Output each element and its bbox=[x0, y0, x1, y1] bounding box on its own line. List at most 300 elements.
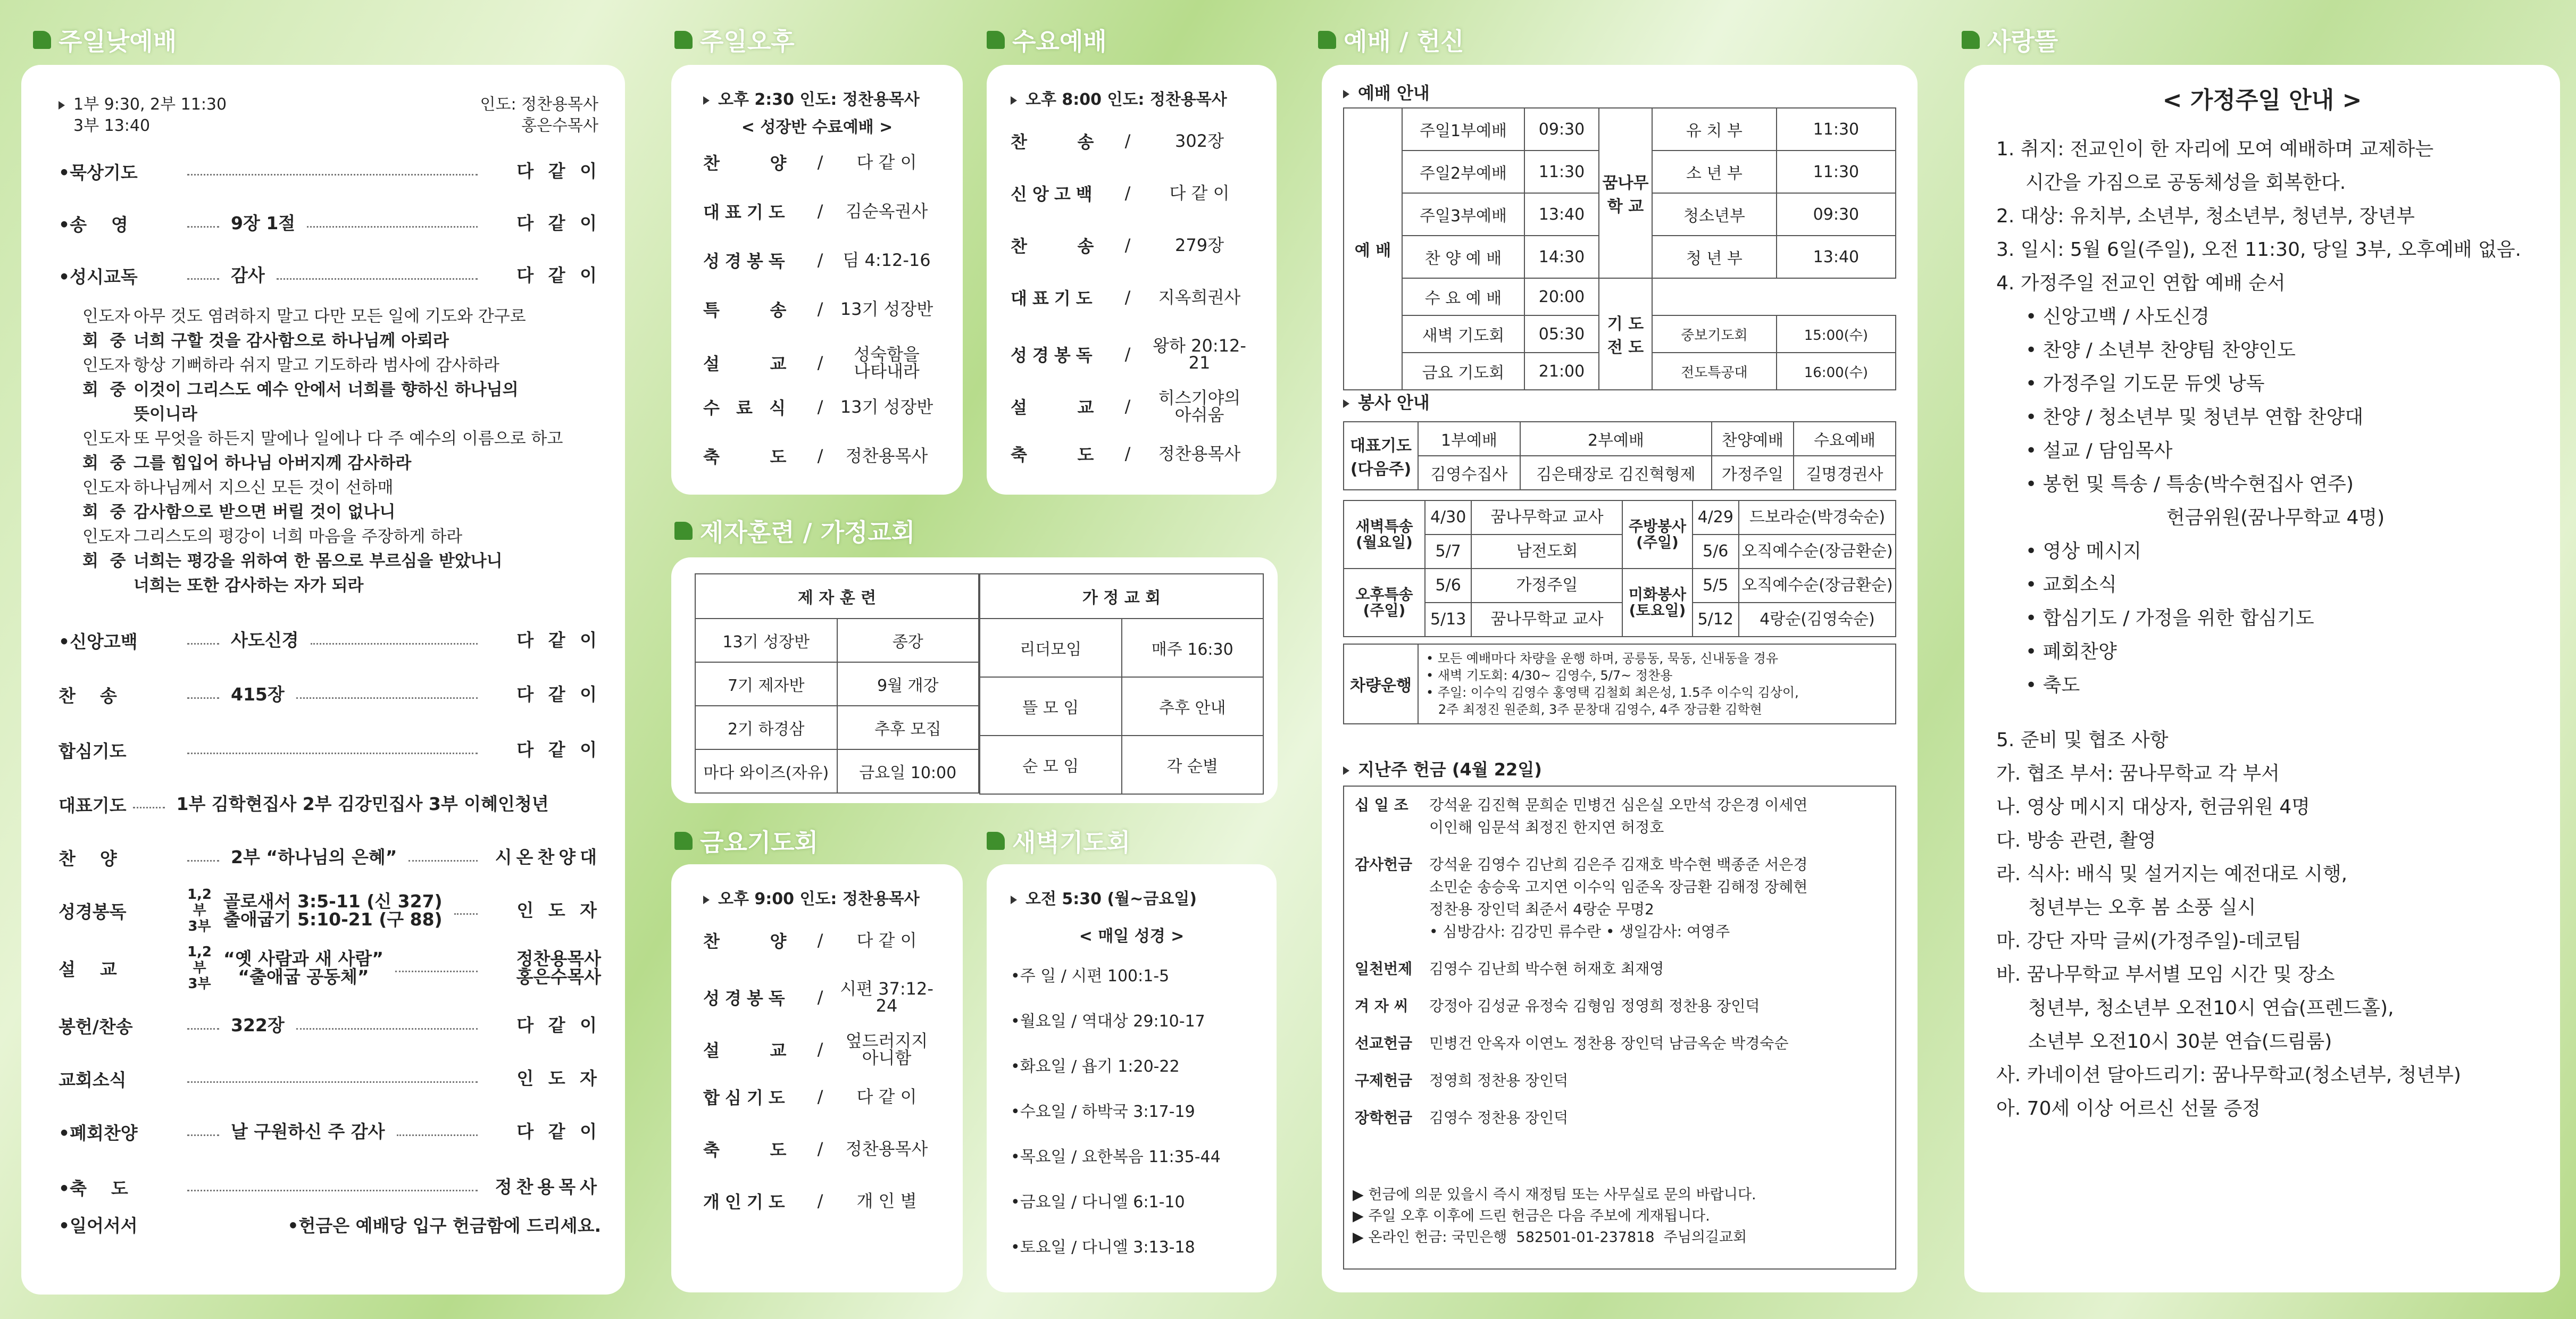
sunday-afternoon-panel bbox=[671, 65, 963, 495]
table-cell: 4랑순(김영숙순) bbox=[1739, 603, 1896, 637]
time-line: 1부 9:30, 2부 11:30 bbox=[73, 95, 227, 114]
leader-dots bbox=[187, 643, 219, 645]
table-cell: 새벽 기도회 bbox=[1402, 315, 1524, 353]
litany-speaker: 인도자 bbox=[82, 527, 130, 546]
announcement-line: • 찬양 / 청소년부 및 청년부 연합 찬양대 bbox=[2025, 406, 2364, 428]
table-cell: 청 년 부 bbox=[1652, 236, 1777, 278]
order-performer: 다 같 이 bbox=[516, 265, 601, 286]
separator: / bbox=[817, 353, 823, 373]
item-label: 축 도 bbox=[703, 1140, 792, 1160]
offering-row bbox=[1355, 1107, 1890, 1129]
table-cell: 4/29 bbox=[1693, 500, 1739, 535]
table-row bbox=[695, 749, 979, 793]
bullet-icon bbox=[1343, 399, 1349, 408]
item-label: 찬 양 bbox=[703, 153, 792, 173]
litany-text: 이것이 그리스도 예수 안에서 너희를 향하신 하나님의 bbox=[134, 380, 519, 399]
table-cell: 20:00 bbox=[1524, 278, 1599, 315]
service-duty-table bbox=[1343, 421, 1896, 490]
item-label: 찬 송 bbox=[1011, 236, 1099, 256]
table-cell: 마다 와이즈(자유) bbox=[695, 749, 837, 793]
reading-item: •금요일 / 다니엘 6:1-10 bbox=[1011, 1193, 1185, 1212]
litany-line bbox=[82, 427, 563, 451]
cell: 수요예배 bbox=[1794, 422, 1896, 456]
litany-line bbox=[82, 524, 462, 549]
table-cell: 오직예수순(장금환순) bbox=[1739, 569, 1896, 603]
order-row bbox=[59, 1120, 601, 1143]
table-cell: 05:30 bbox=[1524, 315, 1599, 353]
leader-dots bbox=[395, 971, 478, 972]
separator: / bbox=[817, 930, 823, 950]
header-label: 주일오후 bbox=[700, 27, 795, 56]
table-cell: 5/6 bbox=[1693, 535, 1739, 569]
vehicle-line: • 주일: 이수익 김영수 홍영택 김철회 최은성, 1.5주 이수익 김상이, bbox=[1426, 685, 1799, 700]
order-label: 교회소식 bbox=[59, 1069, 127, 1090]
bullet-icon bbox=[1343, 766, 1349, 775]
order-label: •묵상기도 bbox=[59, 162, 138, 183]
announcement-line: 청년부는 오후 봄 소풍 실시 bbox=[2028, 897, 2256, 919]
item-label: 신앙고백 bbox=[1011, 184, 1098, 204]
list-item bbox=[703, 395, 937, 419]
litany-line bbox=[82, 402, 197, 427]
list-item bbox=[703, 297, 937, 321]
panel-title bbox=[703, 86, 920, 110]
litany-line bbox=[82, 573, 363, 598]
leaf-icon bbox=[987, 832, 1005, 850]
wednesday-panel bbox=[987, 65, 1277, 495]
litany-text: 또 무엇을 하든지 말에나 일에나 다 주 예수의 이름으로 하고 bbox=[134, 429, 563, 448]
offering-box bbox=[1343, 786, 1896, 1270]
house-church-table bbox=[979, 573, 1264, 795]
list-item bbox=[703, 1189, 937, 1213]
order-part: 1,2부 3부 bbox=[187, 887, 212, 934]
table-cell: 소 년 부 bbox=[1652, 151, 1777, 193]
announcement-line: 3. 일시: 5월 6일(주일), 오전 11:30, 당일 3부, 오후예배 없음. bbox=[1996, 239, 2521, 261]
cell: 김은태장로 김진혁형제 bbox=[1520, 456, 1712, 490]
offering-type: 장학헌금 bbox=[1355, 1109, 1413, 1126]
table-cell: 금요일 10:00 bbox=[837, 749, 979, 793]
table-cell: 주일1부예배 bbox=[1402, 108, 1524, 151]
announcement-line: 나. 영상 메시지 대상자, 헌금위원 4명 bbox=[1996, 796, 2310, 818]
table-cell: 5/5 bbox=[1693, 569, 1739, 603]
table-cell: 5/13 bbox=[1425, 603, 1471, 637]
item-value: 히스기야의 아쉬움 bbox=[1158, 388, 1241, 425]
item-value: 다 같 이 bbox=[856, 930, 917, 950]
litany-line bbox=[82, 353, 499, 378]
table-cell: 드보라순(박경숙순) bbox=[1739, 500, 1896, 535]
header-label: 제자훈련 / 가정교회 bbox=[700, 518, 915, 547]
leaf-icon bbox=[674, 522, 693, 540]
list-item bbox=[703, 346, 937, 380]
table-cell: 11:30 bbox=[1777, 151, 1896, 193]
header-worship-service bbox=[1318, 22, 1464, 57]
separator: / bbox=[817, 987, 823, 1007]
item-value: 정찬용목사 bbox=[845, 1139, 928, 1159]
table-cell: 16:00(수) bbox=[1777, 353, 1896, 390]
row-label: 새벽특송 (월요일) bbox=[1344, 500, 1425, 569]
list-item bbox=[1011, 129, 1255, 153]
table-cell: 13기 성장반 bbox=[695, 619, 837, 662]
order-content: 1부 김학현집사 2부 김강민집사 3부 이혜인청년 bbox=[176, 794, 549, 814]
table-row bbox=[1344, 569, 1896, 603]
table-cell: 청소년부 bbox=[1652, 193, 1777, 236]
order-performer: 인 도 자 bbox=[516, 1068, 601, 1089]
leader-dots bbox=[187, 1028, 219, 1030]
offering-row bbox=[1355, 1070, 1890, 1092]
item-label: 설 교 bbox=[703, 1040, 792, 1061]
item-value: 다 같 이 bbox=[856, 152, 917, 172]
order-performer: 다 같 이 bbox=[516, 684, 601, 705]
announcement-line: 1. 취지: 전교인이 한 자리에 모여 예배하며 교제하는 bbox=[1996, 138, 2434, 160]
table-cell: 종강 bbox=[837, 619, 979, 662]
announcement-line: 4. 가정주일 전교인 연합 예배 순서 bbox=[1996, 272, 2286, 294]
table-cell: 금요 기도회 bbox=[1402, 353, 1524, 390]
announcement-line: • 축도 bbox=[2025, 674, 2080, 696]
table-cell: 주일3부예배 bbox=[1402, 193, 1524, 236]
table-cell: 11:30 bbox=[1777, 108, 1896, 151]
table-row bbox=[1344, 603, 1896, 637]
row-label: 차량운행 bbox=[1344, 644, 1418, 724]
item-label: 대표기도 bbox=[703, 202, 790, 222]
leaf-icon bbox=[33, 31, 51, 49]
item-label: 성경봉독 bbox=[1011, 345, 1098, 365]
item-label: 찬 양 bbox=[703, 931, 792, 951]
row-label: 대표기도 (다음주) bbox=[1344, 422, 1418, 490]
offering-type: 십 일 조 bbox=[1355, 796, 1408, 814]
item-label: 찬 송 bbox=[1011, 132, 1099, 152]
leader-dots bbox=[187, 753, 478, 754]
row-label: 꿈나무 학 교 bbox=[1599, 108, 1652, 278]
order-label: 찬 양 bbox=[59, 848, 117, 869]
separator: / bbox=[1124, 287, 1131, 307]
table-cell: 21:00 bbox=[1524, 353, 1599, 390]
leaf-icon bbox=[674, 832, 693, 850]
item-label: 특 송 bbox=[703, 300, 792, 320]
offering-names: 강석윤 김진혁 문희순 민병건 심은실 오만석 강은경 이세연 이인해 임문석 최정진 한지연 허정호 bbox=[1429, 796, 1808, 836]
leader-line: 인도: 정찬용목사 bbox=[480, 95, 598, 114]
leaf-icon bbox=[1962, 31, 1980, 49]
separator: / bbox=[817, 201, 823, 221]
litany-line bbox=[82, 475, 394, 500]
header-label: 사랑뜰 bbox=[1987, 27, 2058, 56]
title-text: 오후 2:30 인도: 정찬용목사 bbox=[718, 90, 920, 109]
list-item bbox=[1011, 337, 1255, 371]
order-label: 찬 송 bbox=[59, 685, 117, 706]
table-cell: 찬 양 예 배 bbox=[1402, 236, 1524, 278]
item-label: 축 도 bbox=[1011, 445, 1099, 465]
litany-line bbox=[82, 451, 411, 475]
separator: / bbox=[1124, 396, 1131, 416]
item-value: 다 같 이 bbox=[856, 1087, 917, 1107]
friday-panel bbox=[671, 864, 963, 1292]
table-row bbox=[695, 706, 979, 749]
panel-subtitle: < 성장반 수료예배 > bbox=[741, 118, 893, 137]
litany-line bbox=[82, 304, 526, 329]
table-cell: 4/30 bbox=[1425, 500, 1471, 535]
order-performer: 인 도 자 bbox=[516, 900, 601, 921]
item-label: 축 도 bbox=[703, 447, 792, 467]
item-value: 302장 bbox=[1175, 131, 1224, 151]
list-item bbox=[1011, 233, 1255, 257]
announcement-line: • 설교 / 담임목사 bbox=[2025, 440, 2173, 462]
order-content: 2부 “하나님의 은혜” bbox=[231, 847, 397, 867]
leaf-icon bbox=[674, 31, 693, 49]
leader-dots bbox=[397, 1134, 478, 1136]
title-text: 오전 5:30 (월~금요일) bbox=[1026, 890, 1197, 908]
announcement-line: 5. 준비 및 협조 사항 bbox=[1996, 729, 2169, 751]
list-item bbox=[703, 1137, 937, 1161]
table-cell: 뜰 모 임 bbox=[980, 677, 1122, 736]
title-text: 오후 8:00 인도: 정찬용목사 bbox=[1026, 90, 1227, 109]
litany-speaker: 회 중 bbox=[82, 552, 126, 571]
litany-line bbox=[82, 500, 395, 524]
panel-title bbox=[703, 886, 920, 909]
table-cell: 13:40 bbox=[1777, 236, 1896, 278]
order-performer: 다 같 이 bbox=[516, 213, 601, 233]
litany-speaker: 회 중 bbox=[82, 331, 126, 350]
list-item bbox=[703, 980, 937, 1014]
list-item bbox=[703, 199, 937, 223]
row-label: 주방봉사 (주일) bbox=[1622, 500, 1692, 569]
announcement-line: • 가정주일 기도문 듀엣 낭독 bbox=[2025, 373, 2265, 395]
table-cell: 5/12 bbox=[1693, 603, 1739, 637]
litany-text: 하나님께서 지으신 모든 것이 선하매 bbox=[134, 478, 394, 497]
announcement-line: 시간을 가짐으로 공동체성을 회복한다. bbox=[2025, 172, 2346, 194]
discipleship-panel bbox=[671, 557, 1278, 803]
leader-dots bbox=[187, 1081, 478, 1083]
table-cell: 매주 16:30 bbox=[1122, 619, 1264, 677]
item-value: 13기 성장반 bbox=[840, 397, 933, 417]
leader-line-2: 홍은수목사 bbox=[521, 116, 598, 135]
cell: 1부예배 bbox=[1418, 422, 1520, 456]
separator: / bbox=[817, 397, 823, 417]
panel-title bbox=[1011, 86, 1227, 110]
leader-dots bbox=[187, 174, 478, 176]
vehicle-line: 2주 최정진 원준희, 3주 문창대 김영수, 4주 장금환 김학현 bbox=[1426, 702, 1762, 717]
reading-item: •월요일 / 역대상 29:10-17 bbox=[1011, 1012, 1205, 1031]
order-row bbox=[59, 792, 601, 816]
header-wednesday bbox=[987, 22, 1107, 57]
bullet-icon bbox=[59, 101, 65, 110]
order-row bbox=[59, 160, 601, 183]
cell: 김영수집사 bbox=[1418, 456, 1520, 490]
order-row bbox=[59, 887, 601, 934]
announcement-line: • 찬양 / 소년부 찬양팀 찬양인도 bbox=[2025, 339, 2296, 361]
table-cell: 9월 개강 bbox=[837, 662, 979, 706]
cell: 가정주일 bbox=[1712, 456, 1794, 490]
item-label: 합심기도 bbox=[703, 1088, 790, 1108]
offering-note: ▶ 헌금에 의문 있을시 즉시 재정팀 또는 사무실로 문의 바랍니다. bbox=[1353, 1187, 1756, 1203]
leader-dots bbox=[277, 278, 478, 280]
litany-text: 너희는 평강을 위하여 한 몸으로 부르심을 받았나니 bbox=[134, 552, 503, 571]
table-row bbox=[1344, 108, 1896, 151]
section-label: 지난주 헌금 (4월 22일) bbox=[1358, 759, 1542, 780]
announcement-line: 2. 대상: 유치부, 소년부, 청소년부, 청년부, 장년부 bbox=[1996, 205, 2415, 227]
table-cell: 13:40 bbox=[1524, 193, 1599, 236]
litany-text: 너희 구할 것을 감사함으로 하나님께 아뢰라 bbox=[134, 331, 449, 350]
table-cell: 09:30 bbox=[1777, 193, 1896, 236]
offering-type: 선교헌금 bbox=[1355, 1034, 1413, 1052]
order-label: •신앙고백 bbox=[59, 631, 138, 652]
offering-row bbox=[1355, 958, 1890, 980]
separator: / bbox=[817, 1191, 823, 1211]
leader bbox=[480, 94, 598, 137]
table-cell: 11:30 bbox=[1524, 151, 1599, 193]
order-row bbox=[59, 264, 601, 287]
section-title bbox=[1343, 80, 1430, 104]
announcement-line: 청년부, 청소년부 오전10시 연습(프렌드홀), bbox=[2028, 997, 2394, 1019]
order-label: •성시교독 bbox=[59, 266, 138, 287]
leader-dots bbox=[187, 1190, 478, 1191]
leader-dots bbox=[187, 278, 219, 280]
section-title bbox=[1343, 756, 1542, 781]
order-performer: 다 같 이 bbox=[516, 739, 601, 760]
item-value: 딤 4:12-16 bbox=[843, 250, 931, 270]
order-performer: 정찬용목사 홍은수목사 bbox=[516, 948, 601, 987]
bullet-icon bbox=[703, 896, 710, 904]
row-label: 기 도 전 도 bbox=[1599, 278, 1652, 390]
order-row bbox=[59, 1175, 601, 1199]
announcement-line: 마. 강단 자막 글씨(가정주일)-데코팀 bbox=[1996, 930, 2302, 952]
table-cell: 수 요 예 배 bbox=[1402, 278, 1524, 315]
table-row bbox=[695, 619, 979, 662]
announcement-line: 헌금위원(꿈나무학교 4명) bbox=[2166, 507, 2385, 529]
litany-text: 항상 기뻐하라 쉬지 말고 기도하라 범사에 감사하라 bbox=[134, 356, 499, 375]
list-item bbox=[703, 1084, 937, 1109]
item-label: 성경봉독 bbox=[703, 988, 790, 1008]
vehicle-line: • 모든 예배마다 차량을 운행 하며, 공릉동, 묵동, 신내동을 경유 bbox=[1426, 651, 1779, 666]
reading-item: •토요일 / 다니엘 3:13-18 bbox=[1011, 1238, 1195, 1257]
dawn-panel bbox=[987, 864, 1277, 1292]
order-row bbox=[59, 1014, 601, 1037]
header-label: 새벽기도회 bbox=[1012, 828, 1131, 857]
item-label: 성경봉독 bbox=[703, 251, 790, 271]
table-cell: 남전도회 bbox=[1471, 535, 1622, 569]
order-row bbox=[59, 629, 601, 652]
litany-text: 감사함으로 받으면 버릴 것이 없나니 bbox=[134, 503, 396, 522]
order-label: 성경봉독 bbox=[59, 901, 127, 922]
leader-dots bbox=[409, 860, 478, 862]
litany-speaker: 회 중 bbox=[82, 380, 126, 399]
list-item bbox=[1011, 181, 1255, 205]
item-value: 왕하 20:12-21 bbox=[1153, 336, 1246, 373]
offering-names: 정영희 정찬용 장인덕 bbox=[1429, 1072, 1569, 1089]
order-part: 1,2부 3부 bbox=[187, 944, 212, 992]
bullet-icon bbox=[1011, 896, 1017, 904]
item-label: 수 료 식 bbox=[703, 398, 791, 418]
header-label: 주일낮예배 bbox=[59, 27, 177, 56]
litany-text: 그를 힘입어 하나님 아버지께 감사하라 bbox=[134, 454, 412, 473]
table-cell: 가정주일 bbox=[1471, 569, 1622, 603]
order-label: •축 도 bbox=[59, 1178, 128, 1199]
offering-row bbox=[1355, 1032, 1890, 1055]
order-row bbox=[59, 683, 601, 706]
leader-dots bbox=[296, 1028, 478, 1030]
order-performer: 다 같 이 bbox=[516, 161, 601, 181]
item-value: 정찬용목사 bbox=[1158, 444, 1241, 464]
order-label: 합심기도 bbox=[59, 740, 127, 762]
reading-item: •주 일 / 시편 100:1-5 bbox=[1011, 967, 1170, 986]
announcement-line: • 영상 메시지 bbox=[2025, 540, 2142, 562]
row-label: 예 배 bbox=[1344, 108, 1402, 390]
list-item bbox=[703, 248, 937, 272]
header-love-garden bbox=[1962, 22, 2058, 57]
panel-title bbox=[1011, 886, 1197, 909]
cell: 찬양예배 bbox=[1712, 422, 1794, 456]
order-label: 대표기도 bbox=[59, 795, 127, 816]
separator: / bbox=[817, 1087, 823, 1107]
header-sunday-day bbox=[33, 22, 177, 57]
vehicle-table bbox=[1343, 644, 1896, 724]
table-cell: 추후 모집 bbox=[837, 706, 979, 749]
list-item bbox=[703, 150, 937, 174]
table-cell: 2기 하경삼 bbox=[695, 706, 837, 749]
litany-speaker: 회 중 bbox=[82, 503, 126, 522]
leaf-icon bbox=[987, 31, 1005, 49]
table-cell: 각 순별 bbox=[1122, 736, 1264, 794]
section-title bbox=[1343, 389, 1430, 414]
table-cell: 리더모임 bbox=[980, 619, 1122, 677]
closing-row bbox=[59, 1213, 601, 1236]
order-content: 사도신경 bbox=[231, 630, 299, 650]
order-label: •송 영 bbox=[59, 214, 128, 235]
table-header: 가 정 교 회 bbox=[980, 574, 1263, 619]
announcement-line: 다. 방송 관련, 촬영 bbox=[1996, 830, 2156, 851]
announcement-title: < 가정주일 안내 > bbox=[2162, 87, 2362, 114]
table-cell: 5/7 bbox=[1425, 535, 1471, 569]
header-label: 수요예배 bbox=[1012, 27, 1107, 56]
table-header: 제 자 훈 련 bbox=[695, 574, 979, 619]
table-cell: 중보기도회 bbox=[1652, 315, 1777, 353]
table-cell bbox=[1652, 278, 1896, 315]
order-row bbox=[59, 212, 601, 235]
leader-dots bbox=[133, 807, 165, 808]
header-discipleship bbox=[674, 513, 915, 548]
item-value: 개 인 별 bbox=[856, 1191, 917, 1211]
order-label: 봉헌/찬송 bbox=[59, 1016, 133, 1037]
leader-dots bbox=[307, 226, 478, 228]
offering-names: 김영수 김난희 박수현 허재호 최재영 bbox=[1429, 960, 1664, 978]
item-label: 설 교 bbox=[703, 354, 792, 374]
leader-dots bbox=[187, 1134, 219, 1136]
order-content: 골로새서 3:5-11 (신 327) 출애굽기 5:10-21 (구 88) bbox=[223, 891, 443, 930]
litany-text: 너희는 또한 감사하는 자가 되라 bbox=[134, 576, 364, 595]
table-cell: 꿈나무학교 교사 bbox=[1471, 603, 1622, 637]
table-row bbox=[980, 736, 1263, 794]
separator: / bbox=[1124, 235, 1131, 255]
leader-dots bbox=[296, 697, 478, 699]
litany-line bbox=[82, 329, 449, 353]
family-sunday-panel bbox=[1964, 65, 2560, 1292]
announcement-line: • 폐회찬양 bbox=[2025, 641, 2117, 663]
leader-dots bbox=[187, 697, 219, 699]
section-label: 예배 안내 bbox=[1358, 83, 1430, 103]
announcement-line: 가. 협조 부서: 꿈나무학교 각 부서 bbox=[1996, 763, 2280, 784]
table-cell: 전도특공대 bbox=[1652, 353, 1777, 390]
offering-note: ▶ 주일 오후 이후에 드린 헌금은 다음 주보에 게재됩니다. bbox=[1353, 1208, 1710, 1224]
order-row bbox=[59, 846, 601, 869]
separator: / bbox=[1124, 344, 1131, 364]
order-content: 감사 bbox=[231, 265, 265, 286]
header-label: 금요기도회 bbox=[700, 828, 819, 857]
order-label: 설 교 bbox=[59, 958, 117, 980]
service-times bbox=[59, 94, 227, 137]
order-content: 415장 bbox=[231, 684, 285, 705]
sunday-worship-panel bbox=[21, 65, 625, 1295]
vehicle-line: • 새벽 기도회: 4/30~ 김영수, 5/7~ 정찬용 bbox=[1426, 668, 1673, 683]
offering-names: 강석윤 김영수 김난희 김은주 김재호 박수현 백종준 서은경 소민순 송승욱 고지연 이수익 임준옥 장금환 김해정 장혜현 정찬용 장인덕 최준서 4랑순 무명2 • 심방감사: 김강민 류수란 • 생일감사: 여영주 bbox=[1429, 856, 1808, 940]
item-value: 13기 성장반 bbox=[840, 299, 933, 319]
item-value: 성숙함을 나타내라 bbox=[854, 344, 920, 381]
